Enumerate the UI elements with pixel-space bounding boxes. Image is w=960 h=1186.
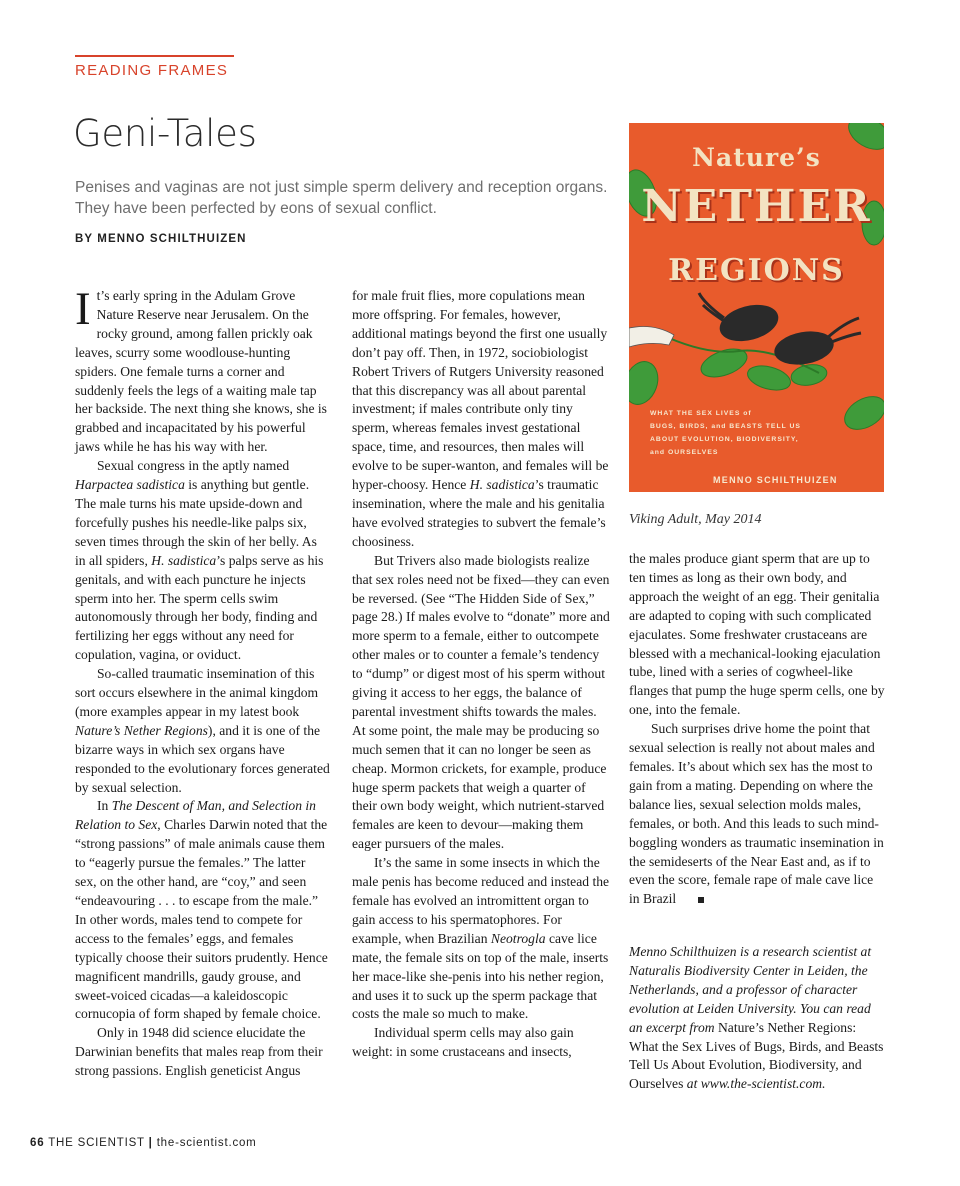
cover-subtitle: WHAT THE SEX LIVES of BUGS, BIRDS, and BEASTS TELL US ABOUT EVOLUTION, BIODIVERSITY, and OURSELVES: [650, 410, 801, 456]
article-dek: Penises and vaginas are not just simple sperm delivery and reception organs. They have been perfected by eons of sexual conflict.: [75, 179, 608, 217]
paragraph-9: Such surprises drive home the point that sexual selection is really not about males and females. It’s about which sex has the most to gain from a mating. Depending on where the balance lies, sexual selection molds males, females, or both. And this leads to such mind-boggling wonders as traumatic insemination in the semideserts of the Near East and, as if to even the score, female rape of male cave lice in Brazil: [629, 721, 884, 907]
paragraph-3: So-called traumatic insemination of this sort occurs elsewhere in the animal kingdom (more examples appear in my latest book Nature’s Nether Regions), and it is one of the bizarre ways in which sex organs have responded to the evolutionary forces generated by sexual selection.: [75, 666, 330, 795]
page-number: 66: [30, 1137, 45, 1149]
paragraph-8-cont: the males produce giant sperm that are up to ten times as long as their own body, and approach the weight of an egg. Their genitalia are adapted to coping with such complicated ejaculates. Some freshwater crustaceans are blessed with a mechanical-looking ejaculation tube, lined with a series of cogwheel-like flanges that pump the huge sperm cells, one by one, into the female.: [629, 551, 885, 718]
article-title: Geni-Tales: [73, 112, 257, 155]
paragraph-7: It’s the same in some insects in which the male penis has become reduced and instead the female has evolved an intromittent organ to gain access to his spermatophores. For example, when Brazilian Neotrogla cave lice mate, the female sits on top of the male, inserts her mace-like she-penis into his nether region, and uses it to suck up the sperm package that costs the male so much to make.: [352, 855, 610, 1022]
cover-title-line-1: Nature’s: [692, 143, 821, 172]
section-kicker: READING FRAMES: [75, 62, 229, 79]
cover-author: MENNO SCHILTHUIZEN: [713, 475, 838, 485]
paragraph-6: But Trivers also made biologists realize that sex roles need not be fixed—they can even be reversed. (See “The Hidden Side of Sex,” page 28.) If males evolve to “donate” more and more sperm to a female, either to outcompete other males or to counter a female’s tendency to “dump” or digest most of his sperm without giving it access to her eggs, the balance of parental investment shifts towards the males. At some point, the male may be producing so much semen that it can no longer be seen as cheap. Mormon crickets, for example, produce huge sperm packets that weigh a quarter of their own body weight, which nutrient-starved females are keen to devour—making them eager pursuers of the males.: [352, 552, 610, 852]
book-cover: [629, 123, 884, 492]
footer-url: the-scientist.com: [156, 1137, 257, 1149]
cover-caption: Viking Adult, May 2014: [629, 512, 762, 527]
paragraph-5-start: Only in 1948 did science elucidate the Darwinian benefits that males reap from their strong passions. English geneticist Angus: [75, 1025, 323, 1079]
page-footer: [30, 1137, 257, 1149]
paragraph-8-start: Individual sperm cells may also gain weight: in some crustaceans and insects,: [352, 1025, 574, 1060]
byline: BY MENNO SCHILTHUIZEN: [75, 233, 247, 245]
cover-title-line-2: NETHER: [641, 181, 872, 232]
end-mark: [698, 897, 704, 903]
author-bio: Menno Schilthuizen is a research scientist at Naturalis Biodiversity Center in Leiden, the Netherlands, and a professor of character evolution at Leiden University. You can read an excerpt from Nature’s Nether Regions: What the Sex Lives of Bugs, Birds, and Beasts Tell Us About Evolution, Biodiversity, and Ourselves at www.the-scientist.com.: [629, 944, 884, 1092]
header-rule: [75, 55, 234, 57]
column-2: [352, 287, 610, 1062]
drop-cap: I: [75, 283, 91, 335]
paragraph-2: Sexual congress in the aptly named Harpactea sadistica is anything but gentle. The male turns his mate upside-down and forcefully pushes his needle-like palps six, seven times through the skin of her belly. As in all spiders, H. sadistica’s palps serve as his genitals, and with each puncture he injects sperm into her. The sperm cells swim autonomously through her body, finding and fertilizing her eggs without any need for copulation, vagina, or oviduct.: [75, 458, 324, 663]
magazine-name: THE SCIENTIST: [48, 1137, 145, 1149]
cover-title-line-3: REGIONS: [668, 253, 845, 288]
paragraph-4: In The Descent of Man, and Selection in Relation to Sex, Charles Darwin noted that the “strong passions” of male animals cause them to “eagerly pursue the females.” The latter sex, on the other hand, are “coy,” and seen “endeavouring . . . to escape from the male.” In other words, males tend to compete for access to the females’ eggs, and females typically choose their suitors prudently. Hence magnificent mandrills, gaudy grouse, and sweet-voiced cicadas—a kaleidoscopic cornucopia of form shaped by female choice.: [75, 798, 328, 1022]
column-1: [75, 283, 330, 1081]
footer-separator: |: [148, 1137, 153, 1149]
paragraph-1: It’s early spring in the Adulam Grove Nature Reserve near Jerusalem. On the rocky ground, among fallen prickly oak leaves, scurry some woodlouse-hunting spiders. One female turns a corner and suddenly feels the legs of a waiting male tap her backside. The next thing she knows, she is grabbed and incapacitated by his powerful jaws while he has his way with her.: [75, 283, 327, 455]
column-3: [629, 550, 886, 909]
paragraph-5-cont: for male fruit flies, more copulations mean more offspring. For females, however, additional matings beyond the first one usually don’t pay off. Then, in 1972, sociobiologist Robert Trivers of Rutgers University reasoned that this discrepancy was all about parental investment; if males contribute only tiny sperm, whereas females invest gestational space, time, and resources, then males will evolve to be super-wanton, and females will be hyper-choosy. Hence H. sadistica’s traumatic insemination, where the male and his genitalia have evolved strategies to subvert the female’s choosiness.: [352, 288, 609, 549]
